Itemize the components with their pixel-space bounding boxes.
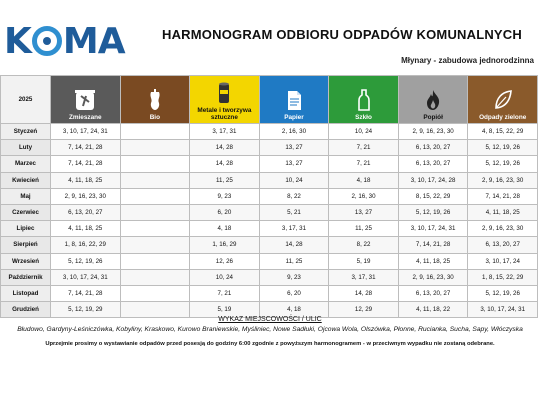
schedule-cell: 14, 28 [259,237,329,253]
month-label: Listopad [1,285,51,301]
schedule-cell: 7, 21 [329,156,399,172]
schedule-cell: 11, 25 [190,172,260,188]
column-label: Szkło [355,114,372,121]
table-row [1,140,538,156]
page-title: HARMONOGRAM ODBIORU ODPADÓW KOMUNALNYCH [162,27,522,42]
schedule-cell: 7, 14, 21, 28 [51,156,121,172]
schedule-cell: 5, 12, 19, 29 [51,302,121,318]
schedule-cell: 8, 15, 22, 29 [398,188,468,204]
schedule-cell: 5, 12, 19, 26 [468,156,538,172]
schedule-cell: 7, 21 [329,140,399,156]
column-label: Metale i tworzywa sztuczne [197,107,252,121]
schedule-body [1,124,538,318]
schedule-cell: 6, 13, 20, 27 [468,237,538,253]
schedule-cell: 3, 10, 17, 24, 31 [51,269,121,285]
header-row [1,76,538,124]
schedule-cell: 14, 28 [190,156,260,172]
column-label: Zmieszane [68,114,102,121]
month-label: Kwiecień [1,172,51,188]
schedule-cell: 8, 22 [259,188,329,204]
month-label: Czerwiec [1,204,51,220]
schedule-cell [120,140,190,156]
column-header-3 [190,76,260,124]
column-header-6 [398,76,468,124]
schedule-cell: 2, 16, 30 [329,188,399,204]
schedule-cell: 11, 25 [329,221,399,237]
schedule-cell: 5, 19 [190,302,260,318]
column-header-2 [120,76,190,124]
year-cell: 2025 [1,76,51,124]
schedule-cell: 12, 26 [190,253,260,269]
schedule-cell: 4, 11, 18, 25 [398,253,468,269]
can-icon [190,81,259,105]
month-label: Wrzesień [1,253,51,269]
month-label: Styczeń [1,124,51,140]
schedule-cell: 3, 10, 17, 24, 31 [398,221,468,237]
table-row [1,188,538,204]
schedule-cell: 6, 20 [190,204,260,220]
leaf-icon [468,88,537,112]
company-logo [4,22,156,72]
flame-icon [399,88,468,112]
schedule-cell: 4, 11, 18, 25 [468,204,538,220]
schedule-cell: 4, 11, 18, 25 [51,172,121,188]
mixed-bin-icon [51,88,120,112]
schedule-cell [120,172,190,188]
schedule-cell: 7, 14, 21, 28 [398,237,468,253]
disclaimer-note: Uprzejmie prosimy o wystawianie odpadów przed posesją do godziny 6:00 zgodnie z powyższym harmonogramem - w przeciwnym wypadku nie zostaną odebrane. [45,341,495,347]
schedule-cell: 2, 9, 16, 23, 30 [468,221,538,237]
schedule-cell: 12, 29 [329,302,399,318]
month-label: Październik [1,269,51,285]
schedule-cell: 5, 12, 19, 26 [468,285,538,301]
apple-core-icon [121,88,190,112]
schedule-cell: 9, 23 [259,269,329,285]
schedule-cell: 10, 24 [190,269,260,285]
schedule-cell: 4, 8, 15, 22, 29 [468,124,538,140]
schedule-cell: 8, 22 [329,237,399,253]
column-header-7 [468,76,538,124]
schedule-cell: 7, 14, 21, 28 [51,140,121,156]
logo-letters: MA [62,21,125,62]
schedule-cell: 7, 21 [190,285,260,301]
column-label: Odpady zielone [479,114,527,121]
schedule-cell: 6, 13, 20, 27 [398,140,468,156]
table-row [1,237,538,253]
schedule-cell: 10, 24 [259,172,329,188]
locations-title: WYKAZ MIEJSCOWOŚCI / ULIC [218,316,322,323]
schedule-cell: 11, 25 [259,253,329,269]
schedule-cell: 5, 12, 19, 26 [468,140,538,156]
table-row [1,172,538,188]
column-label: Popiół [423,114,443,121]
bottle-icon [329,88,398,112]
column-label: Papier [284,114,304,121]
schedule-cell: 4, 11, 18, 25 [51,221,121,237]
table-row [1,156,538,172]
schedule-cell: 5, 21 [259,204,329,220]
schedule-cell: 3, 10, 17, 24, 31 [51,124,121,140]
schedule-cell [120,188,190,204]
schedule-cell: 7, 14, 21, 28 [51,285,121,301]
schedule-cell: 5, 12, 19, 26 [398,204,468,220]
page-subtitle: Młynary - zabudowa jednorodzinna [401,56,534,65]
schedule-cell: 6, 13, 20, 27 [398,156,468,172]
schedule-cell: 14, 28 [190,140,260,156]
schedule-cell: 9, 23 [190,188,260,204]
column-header-1 [51,76,121,124]
schedule-cell [120,253,190,269]
table-row [1,269,538,285]
table-row [1,204,538,220]
schedule-cell: 5, 12, 19, 26 [51,253,121,269]
paper-icon [260,88,329,112]
column-label: Bio [149,114,160,121]
schedule-cell: 3, 17, 31 [190,124,260,140]
schedule-cell: 13, 27 [259,156,329,172]
schedule-cell [120,237,190,253]
month-label: Maj [1,188,51,204]
schedule-cell: 1, 8, 16, 22, 29 [51,237,121,253]
table-row [1,285,538,301]
schedule-cell: 6, 13, 20, 27 [398,285,468,301]
schedule-cell: 10, 24 [329,124,399,140]
table-row [1,221,538,237]
schedule-cell: 2, 16, 30 [259,124,329,140]
schedule-cell: 13, 27 [329,204,399,220]
schedule-cell: 2, 9, 16, 23, 30 [51,188,121,204]
schedule-cell [120,221,190,237]
schedule-cell [120,285,190,301]
schedule-cell [120,156,190,172]
schedule-cell: 3, 17, 31 [259,221,329,237]
schedule-cell: 7, 14, 21, 28 [468,188,538,204]
schedule-cell: 4, 18 [329,172,399,188]
schedule-cell: 13, 27 [259,140,329,156]
schedule-cell: 4, 18 [259,302,329,318]
schedule-cell: 4, 18 [190,221,260,237]
schedule-cell: 4, 11, 18, 22 [398,302,468,318]
schedule-cell [120,124,190,140]
logo-swirl-icon [32,26,62,56]
schedule-cell: 2, 9, 16, 23, 30 [398,269,468,285]
month-label: Sierpień [1,237,51,253]
schedule-cell: 1, 16, 29 [190,237,260,253]
schedule-cell: 3, 10, 17, 24, 31 [468,302,538,318]
table-row [1,124,538,140]
schedule-cell: 1, 8, 15, 22, 29 [468,269,538,285]
schedule-cell: 3, 10, 17, 24 [468,253,538,269]
schedule-cell [120,204,190,220]
column-header-5 [329,76,399,124]
schedule-cell: 3, 10, 17, 24, 28 [398,172,468,188]
month-label: Grudzień [1,302,51,318]
logo-letter: K [4,21,31,62]
schedule-cell: 2, 9, 16, 23, 30 [398,124,468,140]
schedule-cell: 5, 19 [329,253,399,269]
schedule-cell: 14, 28 [329,285,399,301]
locations-list: Błudowo, Gardyny-Leśniczówka, Kobyliny, Kraskowo, Kurowo Braniewskie, Myśliniec, Nowe Sadłuki, Ojcowa Wola, Olszówka, Płonne, Rucianka, Sucha, Sapy, Włóczyska [17,326,523,333]
month-label: Marzec [1,156,51,172]
schedule-cell: 6, 13, 20, 27 [51,204,121,220]
schedule-cell: 2, 9, 16, 23, 30 [468,172,538,188]
table-row [1,253,538,269]
month-label: Luty [1,140,51,156]
schedule-cell [120,269,190,285]
month-label: Lipiec [1,221,51,237]
schedule-cell: 3, 17, 31 [329,269,399,285]
schedule-cell: 6, 20 [259,285,329,301]
column-header-4 [259,76,329,124]
schedule-table [0,75,538,318]
